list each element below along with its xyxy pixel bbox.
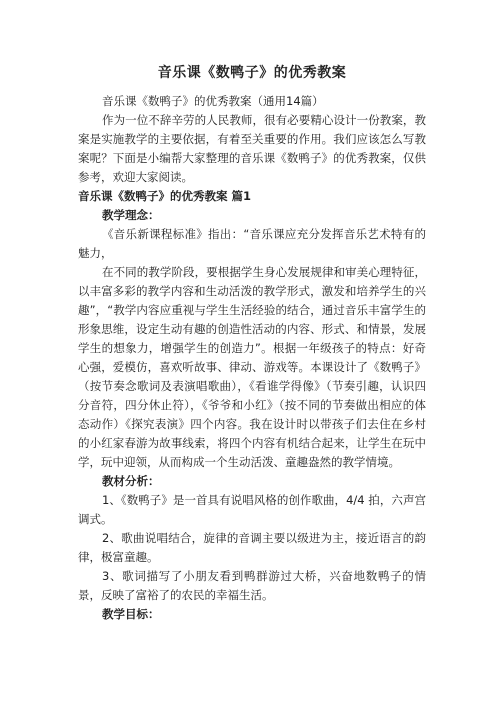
document-title: 音乐课《数鸭子》的优秀教案 bbox=[157, 65, 347, 81]
intro-subtitle: 音乐课《数鸭子》的优秀教案（通用14篇） bbox=[102, 94, 324, 108]
concept-paragraph-2: 在不同的教学阶段，要根据学生身心发展规律和审美心理特征，以丰富多彩的教学内容和生动活泼的教学形式，激发和培养学生的兴趣”，“教学内容应重视与学生生活经验的结合，通过音乐丰富学生的形象思维，设定生动有趣的创造性活动的内容、形式、和情景，发展学生的想象力，增强学生的创造力”。根据一年级孩子的特点：好奇心强，爱模仿，喜欢听故事、律动、游戏等。本课设计了《数鸭子》（按节奏念歌词及表演唱歌曲），《看谁学得像》（节奏引趣，认识四分音符，四分休止符），《爷爷和小红》（按不同的节奏做出相应的体态动作）《探究表演》四个内容。我在设计时以带孩子们去住在乡村的小红家春游为故事线索，将四个内容有机结合起来，让学生在玩中学，玩中迎领，从而构成一个生动活泼、童趣盎然的教学情境。 bbox=[78, 265, 426, 469]
analysis-item: 3、歌词描写了小朋友看到鸭群游过大桥，兴奋地数鸭子的情景，反映了富裕了的农民的幸福生活。 bbox=[78, 569, 426, 602]
analysis-item: 1、《数鸭子》是一首具有说唱风格的创作歌曲，4/4 拍，六声宫调式。 bbox=[78, 493, 426, 526]
intro-paragraph: 作为一位不辞辛劳的人民教师，很有必要精心设计一份教案，教案是实施教学的主要依据，有着至关重要的作用。我们应该怎么写教案呢？下面是小编帮大家整理的音乐课《数鸭子》的优秀教案，仅供参考，欢迎大家阅读。 bbox=[78, 113, 426, 184]
concept-paragraph-1: 《音乐新课程标准》指出：“音乐课应充分发挥音乐艺术特有的魅力， bbox=[78, 227, 426, 260]
analysis-item: 2、歌曲说唱结合，旋律的音调主要以级进为主，接近语言的韵律，极富童趣。 bbox=[78, 531, 426, 564]
section-heading: 音乐课《数鸭子》的优秀教案 篇1 bbox=[78, 189, 252, 203]
concept-heading: 教学理念： bbox=[102, 208, 160, 222]
goals-heading: 教学目标： bbox=[102, 607, 160, 621]
analysis-heading: 教材分析： bbox=[102, 474, 160, 488]
